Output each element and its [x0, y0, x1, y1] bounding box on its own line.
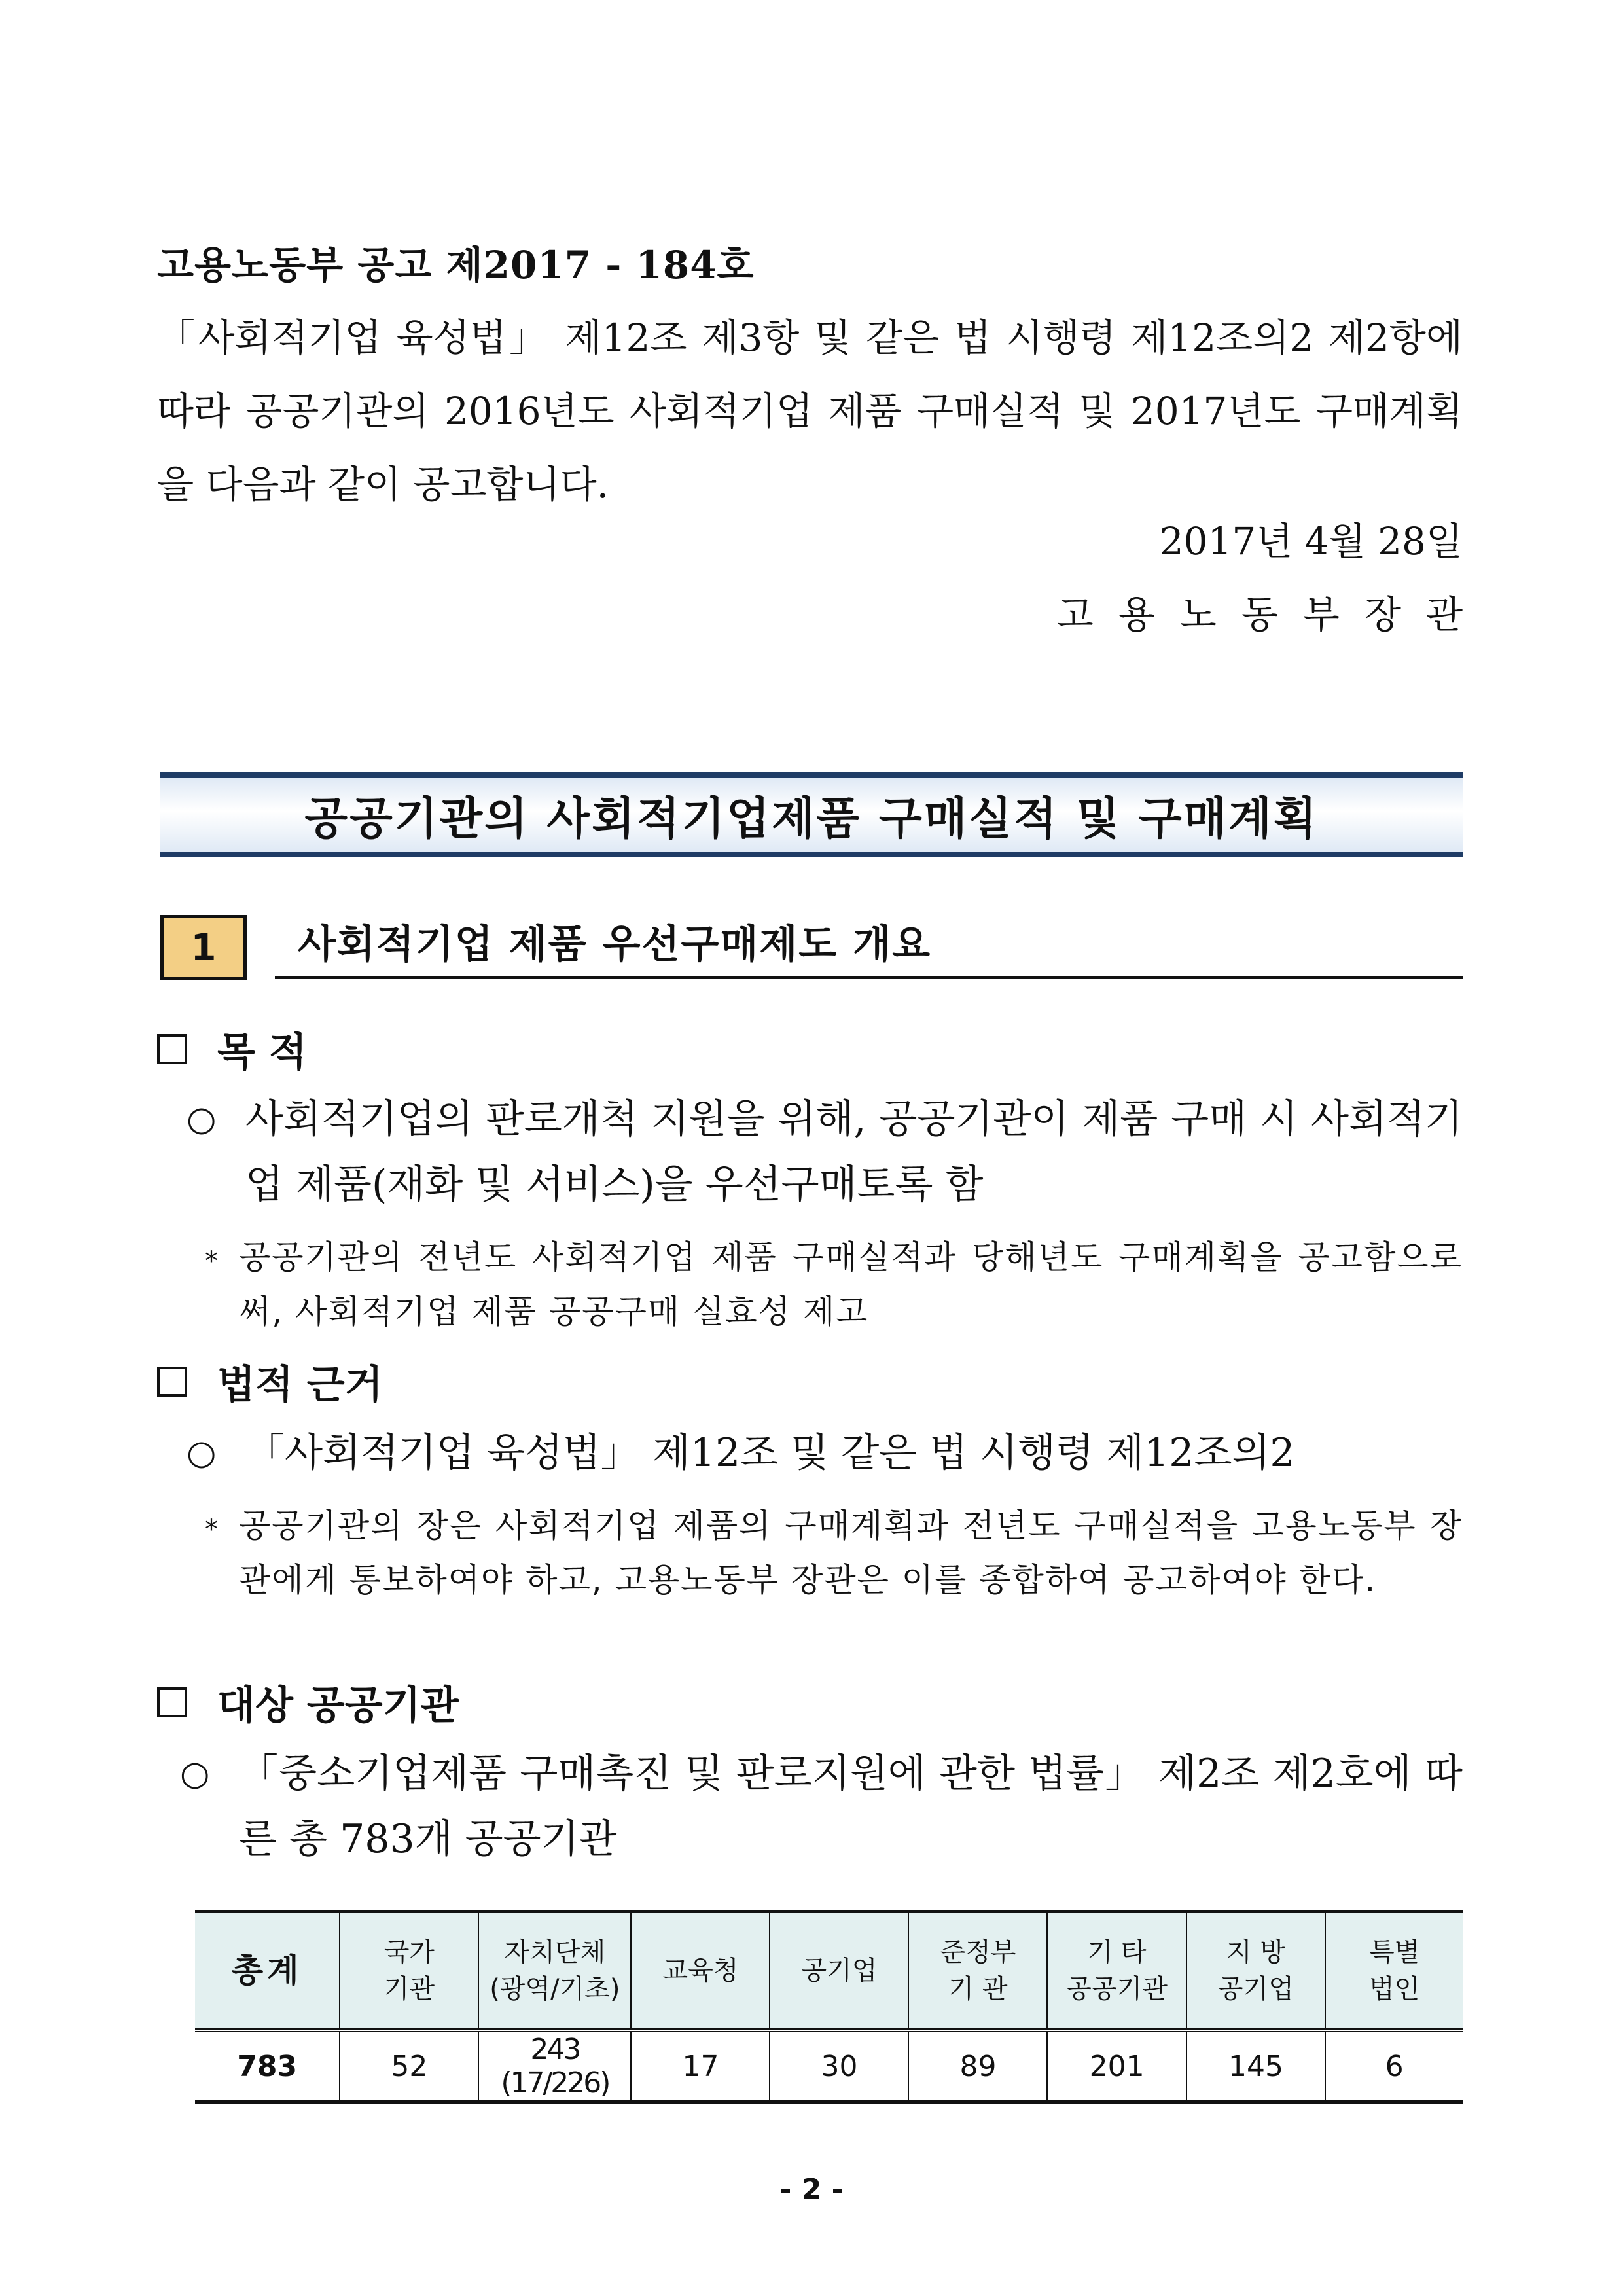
- table-header-row: [195, 1912, 1463, 2031]
- legal-basis-heading-label: 법적 근거: [217, 1362, 383, 1408]
- notice-number: 고용노동부 공고 제2017 - 184호: [157, 243, 755, 287]
- table-header-cell: 총계: [195, 1912, 340, 2031]
- table-header-cell: 교육청: [631, 1912, 770, 2031]
- table-header-cell: 공기업: [770, 1912, 908, 2031]
- circle-bullet-icon: ○: [187, 1433, 217, 1473]
- legal-basis-note: [205, 1499, 1463, 1607]
- target-item: [180, 1741, 1463, 1872]
- purpose-item-text: 사회적기업의 판로개척 지원을 위해, 공공기관이 제품 구매 시 사회적기업 제품(재화 및 서비스)을 우선구매토록 함: [245, 1096, 1463, 1208]
- table-header-cell: 지 방 공기업: [1186, 1912, 1325, 2031]
- asterisk-icon: *: [205, 1246, 219, 1276]
- purpose-note-text: 공공기관의 전년도 사회적기업 제품 구매실적과 당해년도 구매계획을 공고함으로써, 사회적기업 제품 공공구매 실효성 제고: [239, 1238, 1463, 1331]
- legal-basis-heading: [157, 1354, 383, 1410]
- checkbox-square-icon: [157, 1687, 187, 1717]
- table-cell: 145: [1186, 2030, 1325, 2102]
- table-cell: 243 (17/226): [478, 2030, 631, 2102]
- notice-date: 2017년 4월 28일: [1159, 519, 1463, 564]
- circle-bullet-icon: ○: [180, 1754, 210, 1793]
- legal-basis-item: [187, 1420, 1463, 1486]
- table-header-cell: 특별 법인: [1325, 1912, 1463, 2031]
- table-header-cell: 준정부 기 관: [908, 1912, 1047, 2031]
- checkbox-square-icon: [157, 1367, 187, 1397]
- section-number: 1: [160, 915, 247, 980]
- purpose-item: [187, 1086, 1463, 1217]
- table-cell: 89: [908, 2030, 1047, 2102]
- table-row: [195, 2030, 1463, 2102]
- page-number: - 2 -: [779, 2173, 844, 2206]
- purpose-heading-label: 목 적: [217, 1030, 307, 1075]
- target-item-text: 「중소기업제품 구매촉진 및 판로지원에 관한 법률」 제2조 제2호에 따른 총 783개 공공기관: [239, 1751, 1463, 1862]
- section-title: 사회적기업 제품 우선구매제도 개요: [275, 915, 1463, 979]
- circle-bullet-icon: ○: [187, 1100, 217, 1139]
- table-cell: 201: [1047, 2030, 1186, 2102]
- legal-basis-item-text: 「사회적기업 육성법」 제12조 및 같은 법 시행령 제12조의2: [245, 1430, 1295, 1476]
- table-cell: 30: [770, 2030, 908, 2102]
- checkbox-square-icon: [157, 1034, 187, 1064]
- table-header-cell: 국가 기관: [340, 1912, 478, 2031]
- table-cell: 17: [631, 2030, 770, 2102]
- table-header-cell: 자치단체 (광역/기초): [478, 1912, 631, 2031]
- table-header-cell: 기 타 공공기관: [1047, 1912, 1186, 2031]
- notice-body: 「사회적기업 육성법」 제12조 제3항 및 같은 법 시행령 제12조의2 제2항에 따라 공공기관의 2016년도 사회적기업 제품 구매실적 및 2017년도 구매계획을 다음과 같이 공고합니다.: [157, 315, 1463, 507]
- table-cell: 6: [1325, 2030, 1463, 2102]
- asterisk-icon: *: [205, 1515, 219, 1545]
- target-heading: [157, 1674, 459, 1731]
- legal-basis-note-text: 공공기관의 장은 사회적기업 제품의 구매계획과 전년도 구매실적을 고용노동부 장관에게 통보하여야 하고, 고용노동부 장관은 이를 종합하여 공고하여야 한다.: [239, 1507, 1463, 1599]
- purpose-heading: [157, 1021, 307, 1077]
- document-title-banner: 공공기관의 사회적기업제품 구매실적 및 구매계획: [160, 772, 1463, 857]
- institution-count-table: [195, 1910, 1463, 2104]
- target-heading-label: 대상 공공기관: [217, 1683, 459, 1729]
- table-cell: 783: [195, 2030, 340, 2102]
- purpose-note: [205, 1230, 1463, 1339]
- notice-issuer: 고용노동부장관: [1056, 592, 1488, 637]
- table-cell: 52: [340, 2030, 478, 2102]
